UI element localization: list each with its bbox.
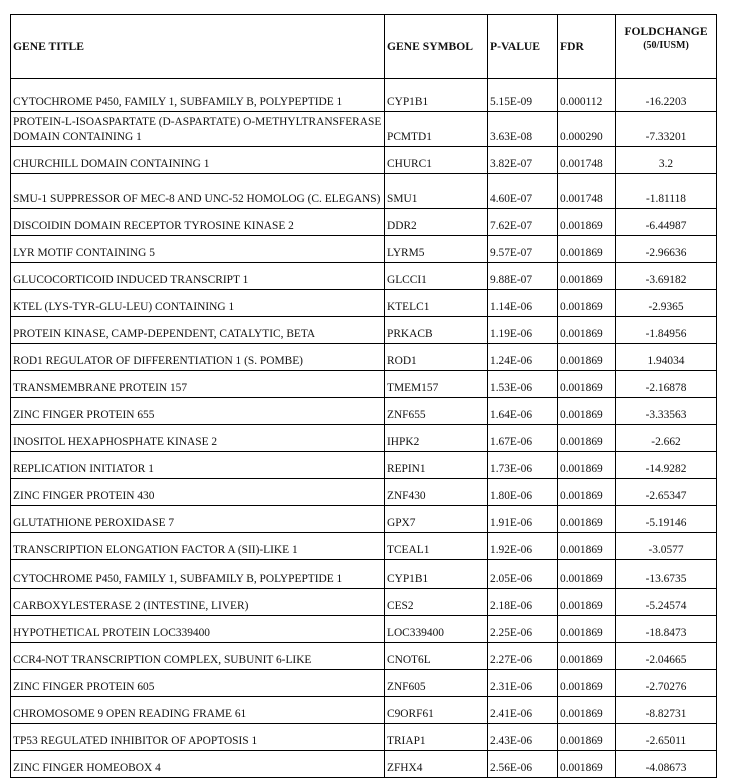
table-row [11,479,717,506]
cell-gene-title: CHURCHILL DOMAIN CONTAINING 1 [11,147,385,174]
cell-p-value: 1.92E-06 [488,533,558,560]
table-row [11,425,717,452]
cell-fdr: 0.001869 [558,751,616,778]
table-row [11,643,717,670]
cell-gene-symbol: CYP1B1 [385,560,488,589]
table-row [11,560,717,589]
cell-fdr: 0.001869 [558,425,616,452]
cell-gene-title: TP53 REGULATED INHIBITOR OF APOPTOSIS 1 [11,724,385,751]
gene-expression-table [10,14,717,778]
cell-fdr: 0.001869 [558,616,616,643]
table-row [11,398,717,425]
cell-foldchange: -3.33563 [616,398,717,425]
cell-gene-symbol: PRKACB [385,317,488,344]
cell-fdr: 0.001869 [558,263,616,290]
cell-gene-symbol: ZNF655 [385,398,488,425]
table-row [11,724,717,751]
cell-p-value: 2.41E-06 [488,697,558,724]
table-row [11,290,717,317]
cell-gene-symbol: LOC339400 [385,616,488,643]
cell-gene-symbol: ZFHX4 [385,751,488,778]
cell-fdr: 0.001869 [558,344,616,371]
cell-gene-symbol: IHPK2 [385,425,488,452]
header-foldchange-label: FOLDCHANGE [624,25,708,38]
cell-gene-title: SMU-1 SUPPRESSOR OF MEC-8 AND UNC-52 HOMOLOG (C. ELEGANS) [11,174,385,209]
cell-gene-symbol: SMU1 [385,174,488,209]
table-row [11,751,717,778]
table-row [11,533,717,560]
cell-p-value: 1.19E-06 [488,317,558,344]
cell-p-value: 9.88E-07 [488,263,558,290]
header-row [11,15,717,79]
cell-foldchange: -2.9365 [616,290,717,317]
cell-gene-symbol: CYP1B1 [385,79,488,112]
cell-p-value: 1.64E-06 [488,398,558,425]
cell-foldchange: -2.96636 [616,236,717,263]
cell-fdr: 0.001869 [558,371,616,398]
cell-gene-title: TRANSMEMBRANE PROTEIN 157 [11,371,385,398]
cell-foldchange: 3.2 [616,147,717,174]
gene-table-container [10,14,716,778]
table-row [11,147,717,174]
cell-gene-title: ZINC FINGER PROTEIN 430 [11,479,385,506]
cell-foldchange: -1.84956 [616,317,717,344]
cell-gene-symbol: CNOT6L [385,643,488,670]
cell-gene-symbol: ROD1 [385,344,488,371]
cell-fdr: 0.001869 [558,236,616,263]
cell-fdr: 0.001869 [558,506,616,533]
cell-foldchange: -18.8473 [616,616,717,643]
cell-gene-title: DISCOIDIN DOMAIN RECEPTOR TYROSINE KINASE 2 [11,209,385,236]
cell-foldchange: -5.24574 [616,589,717,616]
cell-p-value: 2.27E-06 [488,643,558,670]
cell-gene-title: ZINC FINGER PROTEIN 655 [11,398,385,425]
cell-gene-title: ZINC FINGER PROTEIN 605 [11,670,385,697]
cell-p-value: 2.43E-06 [488,724,558,751]
cell-gene-symbol: KTELC1 [385,290,488,317]
cell-fdr: 0.001869 [558,317,616,344]
cell-gene-title: TRANSCRIPTION ELONGATION FACTOR A (SII)-LIKE 1 [11,533,385,560]
table-row [11,616,717,643]
cell-p-value: 1.67E-06 [488,425,558,452]
table-row [11,263,717,290]
cell-gene-symbol: TCEAL1 [385,533,488,560]
cell-gene-title: KTEL (LYS-TYR-GLU-LEU) CONTAINING 1 [11,290,385,317]
table-row [11,670,717,697]
cell-foldchange: -8.82731 [616,697,717,724]
cell-gene-title: CCR4-NOT TRANSCRIPTION COMPLEX, SUBUNIT 6-LIKE [11,643,385,670]
cell-gene-title: CHROMOSOME 9 OPEN READING FRAME 61 [11,697,385,724]
cell-gene-title: CYTOCHROME P450, FAMILY 1, SUBFAMILY B, POLYPEPTIDE 1 [11,79,385,112]
cell-gene-symbol: LYRM5 [385,236,488,263]
cell-p-value: 2.56E-06 [488,751,558,778]
cell-fdr: 0.001869 [558,560,616,589]
cell-fdr: 0.001869 [558,589,616,616]
cell-foldchange: -2.65011 [616,724,717,751]
cell-gene-title: CARBOXYLESTERASE 2 (INTESTINE, LIVER) [11,589,385,616]
table-row [11,174,717,209]
cell-gene-title: ROD1 REGULATOR OF DIFFERENTIATION 1 (S. POMBE) [11,344,385,371]
cell-gene-symbol: CES2 [385,589,488,616]
table-body [11,79,717,778]
cell-foldchange: -3.69182 [616,263,717,290]
cell-p-value: 1.14E-06 [488,290,558,317]
cell-p-value: 4.60E-07 [488,174,558,209]
cell-gene-symbol: PCMTD1 [385,112,488,147]
cell-gene-title: CYTOCHROME P450, FAMILY 1, SUBFAMILY B, POLYPEPTIDE 1 [11,560,385,589]
table-header [11,15,717,79]
cell-fdr: 0.001869 [558,670,616,697]
table-row [11,506,717,533]
cell-p-value: 1.24E-06 [488,344,558,371]
cell-gene-symbol: DDR2 [385,209,488,236]
table-row [11,79,717,112]
cell-gene-title: LYR MOTIF CONTAINING 5 [11,236,385,263]
cell-foldchange: -2.70276 [616,670,717,697]
cell-gene-symbol: ZNF430 [385,479,488,506]
cell-fdr: 0.001869 [558,724,616,751]
table-row [11,697,717,724]
cell-fdr: 0.001869 [558,697,616,724]
cell-gene-title: HYPOTHETICAL PROTEIN LOC339400 [11,616,385,643]
table-row [11,371,717,398]
cell-foldchange: -5.19146 [616,506,717,533]
cell-gene-symbol: REPIN1 [385,452,488,479]
cell-p-value: 1.91E-06 [488,506,558,533]
cell-gene-title: GLUCOCORTICOID INDUCED TRANSCRIPT 1 [11,263,385,290]
cell-p-value: 2.31E-06 [488,670,558,697]
cell-fdr: 0.001748 [558,174,616,209]
cell-p-value: 3.63E-08 [488,112,558,147]
cell-fdr: 0.000290 [558,112,616,147]
header-gene-symbol: GENE SYMBOL [385,15,488,79]
cell-foldchange: -6.44987 [616,209,717,236]
cell-gene-symbol: C9ORF61 [385,697,488,724]
cell-p-value: 1.53E-06 [488,371,558,398]
cell-gene-symbol: TMEM157 [385,371,488,398]
cell-foldchange: 1.94034 [616,344,717,371]
cell-foldchange: -2.662 [616,425,717,452]
header-p-value: P-VALUE [488,15,558,79]
table-row [11,209,717,236]
header-fdr: FDR [558,15,616,79]
cell-gene-title: ZINC FINGER HOMEOBOX 4 [11,751,385,778]
cell-fdr: 0.001869 [558,209,616,236]
cell-fdr: 0.001869 [558,452,616,479]
cell-p-value: 9.57E-07 [488,236,558,263]
cell-fdr: 0.001869 [558,398,616,425]
cell-foldchange: -3.0577 [616,533,717,560]
cell-gene-symbol: GLCCI1 [385,263,488,290]
cell-gene-symbol: CHURC1 [385,147,488,174]
table-row [11,317,717,344]
cell-foldchange: -1.81118 [616,174,717,209]
cell-p-value: 7.62E-07 [488,209,558,236]
header-gene-title: GENE TITLE [11,15,385,79]
cell-fdr: 0.001869 [558,290,616,317]
cell-fdr: 0.001869 [558,479,616,506]
cell-foldchange: -13.6735 [616,560,717,589]
cell-foldchange: -2.16878 [616,371,717,398]
cell-gene-title: GLUTATHIONE PEROXIDASE 7 [11,506,385,533]
table-row [11,452,717,479]
cell-foldchange: -2.04665 [616,643,717,670]
cell-p-value: 3.82E-07 [488,147,558,174]
table-row [11,589,717,616]
cell-fdr: 0.001748 [558,147,616,174]
header-foldchange [616,15,717,79]
cell-foldchange: -16.2203 [616,79,717,112]
cell-foldchange: -4.08673 [616,751,717,778]
cell-p-value: 2.05E-06 [488,560,558,589]
cell-gene-title: INOSITOL HEXAPHOSPHATE KINASE 2 [11,425,385,452]
table-row [11,236,717,263]
cell-p-value: 2.18E-06 [488,589,558,616]
cell-p-value: 5.15E-09 [488,79,558,112]
cell-p-value: 1.80E-06 [488,479,558,506]
cell-p-value: 2.25E-06 [488,616,558,643]
cell-fdr: 0.001869 [558,533,616,560]
cell-foldchange: -7.33201 [616,112,717,147]
cell-fdr: 0.000112 [558,79,616,112]
header-foldchange-sub: (50/IUSM) [643,40,689,51]
cell-gene-title: PROTEIN-L-ISOASPARTATE (D-ASPARTATE) O-METHYLTRANSFERASE DOMAIN CONTAINING 1 [11,112,385,147]
cell-foldchange: -2.65347 [616,479,717,506]
cell-gene-symbol: TRIAP1 [385,724,488,751]
cell-gene-title: REPLICATION INITIATOR 1 [11,452,385,479]
cell-gene-title: PROTEIN KINASE, CAMP-DEPENDENT, CATALYTIC, BETA [11,317,385,344]
cell-p-value: 1.73E-06 [488,452,558,479]
cell-gene-symbol: ZNF605 [385,670,488,697]
cell-gene-symbol: GPX7 [385,506,488,533]
cell-fdr: 0.001869 [558,643,616,670]
cell-foldchange: -14.9282 [616,452,717,479]
table-row [11,344,717,371]
table-row [11,112,717,147]
